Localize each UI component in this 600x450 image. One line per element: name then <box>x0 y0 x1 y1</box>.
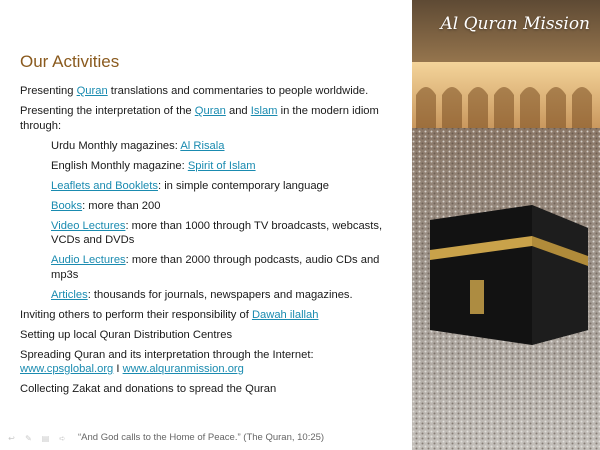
slideshow-nav <box>6 433 68 443</box>
sky-area <box>412 0 600 70</box>
text-run: Inviting others to perform their responsibility of <box>20 308 252 321</box>
text-run: Spreading Quran and its interpretation through the Internet: <box>20 348 314 361</box>
hyperlink[interactable]: Islam <box>250 105 278 117</box>
text-run: : more than 2000 through podcasts, audio CDs and mp3s <box>51 254 380 281</box>
hyperlink[interactable]: Articles <box>51 288 88 301</box>
hyperlink[interactable]: Quran <box>76 85 108 97</box>
slide-footer <box>0 428 412 448</box>
text-run: : in simple contemporary language <box>157 179 329 192</box>
kaaba-scene <box>412 0 600 450</box>
hyperlink[interactable]: Leaflets and Booklets <box>51 179 158 192</box>
text-run: : more than 1000 through TV broadcasts, webcasts, VCDs and DVDs <box>51 219 383 246</box>
next-slide-icon[interactable]: ➪ <box>59 433 66 443</box>
previous-slide-icon[interactable]: ↩ <box>8 433 15 443</box>
text-run: I <box>113 363 123 375</box>
hyperlink[interactable]: www.alquranmission.org <box>122 363 244 375</box>
text-run: Collecting Zakat and donations to spread the Quran <box>20 383 277 395</box>
sub-bullet <box>51 253 405 282</box>
footer-quote: “And God calls to the Home of Peace.” (The Quran, 10:25) <box>78 432 325 443</box>
kaaba-photo <box>412 0 600 450</box>
sub-bullet <box>51 139 405 154</box>
menu-icon[interactable]: ▤ <box>41 433 50 443</box>
text-run: : thousands for journals, newspapers and magazines. <box>87 288 353 301</box>
text-run: and <box>225 105 251 117</box>
hyperlink[interactable]: Dawah ilallah <box>251 308 319 321</box>
bullet <box>20 382 405 397</box>
hyperlink[interactable]: Books <box>51 199 83 212</box>
text-run: Urdu Monthly magazines: <box>51 139 181 152</box>
hyperlink[interactable]: Video Lectures <box>51 219 126 232</box>
text-run: Presenting <box>20 85 77 97</box>
text-run: Presenting the interpretation of the <box>20 105 195 117</box>
hyperlink[interactable]: Al Risala <box>180 139 225 152</box>
hyperlink[interactable]: Spirit of Islam <box>187 159 256 172</box>
slide-title: Our Activities <box>20 52 120 71</box>
sub-bullet <box>51 179 405 194</box>
text-run: in the modern idiom through: <box>20 105 379 132</box>
bullet <box>20 348 405 377</box>
slide-body <box>20 84 405 402</box>
sub-bullet <box>51 288 405 303</box>
bullet <box>20 328 405 343</box>
text-run: Setting up local Quran Distribution Centres <box>20 328 233 341</box>
hyperlink[interactable]: Quran <box>194 105 226 117</box>
text-run: English Monthly magazine: <box>51 159 188 172</box>
text-run: translations and commentaries to people worldwide. <box>107 85 369 97</box>
text-run: : more than 200 <box>82 199 161 212</box>
pen-icon[interactable]: ✎ <box>25 433 32 443</box>
bullet <box>20 104 405 133</box>
sub-bullet <box>51 199 405 214</box>
brand-logo: Al Quran Mission <box>440 14 590 34</box>
hyperlink[interactable]: Audio Lectures <box>51 254 126 266</box>
hyperlink[interactable]: www.cpsglobal.org <box>20 363 114 375</box>
bullet <box>20 308 405 323</box>
sub-bullet <box>51 219 405 248</box>
bullet <box>20 84 405 99</box>
kaaba <box>430 205 588 345</box>
sub-bullet <box>51 159 405 174</box>
